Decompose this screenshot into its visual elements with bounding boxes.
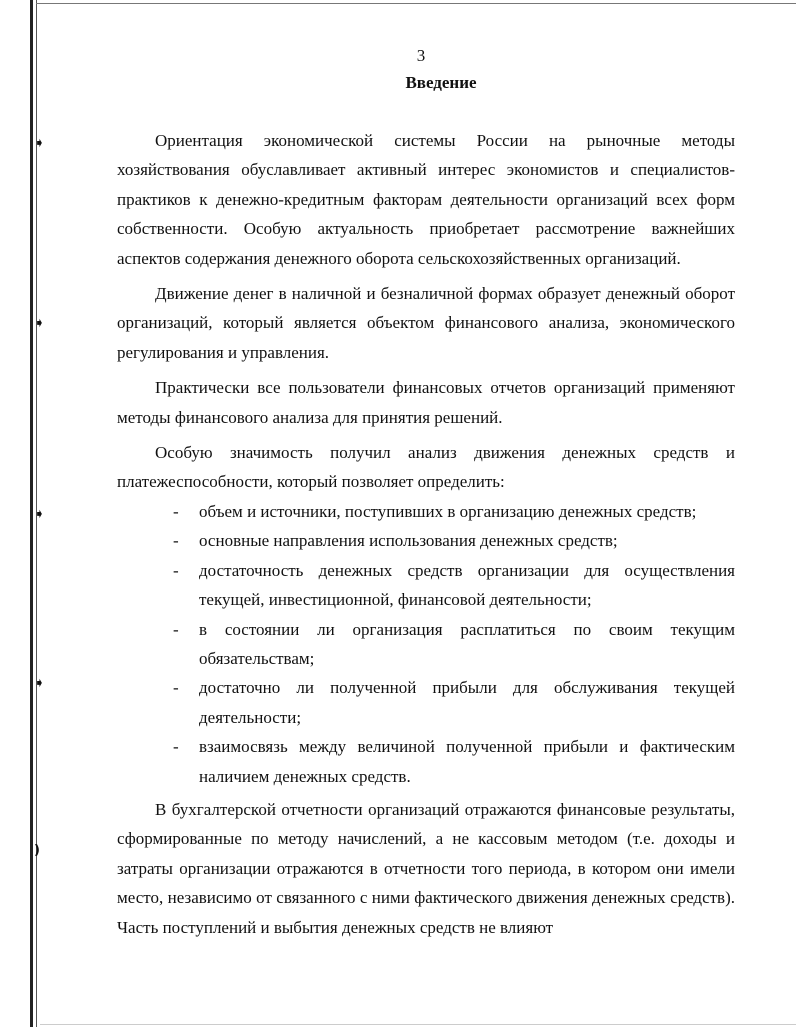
list-item (117, 497, 735, 526)
list-item (117, 615, 735, 674)
binding-arrow-icon: ➧ (34, 136, 45, 151)
binding-mark: ) (34, 843, 40, 858)
list-marker: - (173, 737, 179, 757)
paragraph: В бухгалтерской отчетности организаций отражаются финансовые результаты, сформированные по методу начислений, а не кассовым методом (т.е. доходы и затраты организации отражаются в отчетности того периода, в котором они имели место, независимо от связанного с ними фактического движения денежных средств). Часть поступлений и выбытия денежных средств не влияют (117, 799, 735, 937)
binding-arrow-icon: ➧ (34, 507, 45, 522)
list-item (117, 673, 735, 732)
list-item-text: объем и источники, поступивших в организацию денежных средств; (199, 501, 697, 521)
list-item (117, 526, 735, 555)
list-item-text: достаточно ли полученной прибыли для обслуживания текущей деятельности; (199, 678, 735, 727)
list-item-text: основные направления использования денежных средств; (199, 531, 618, 551)
binding-arrow-icon: ➧ (34, 676, 45, 691)
criteria-list (117, 497, 735, 791)
page-border-left (30, 0, 33, 1027)
list-marker: - (173, 501, 179, 521)
list-item (117, 732, 735, 791)
paragraph: Движение денег в наличной и безналичной формах образует денежный оборот организаций, который является объектом финансового анализа, экономического регулирования и управления. (117, 284, 735, 362)
list-marker: - (173, 619, 179, 639)
paragraph: Ориентация экономической системы России на рыночные методы хозяйствования обуславливает активный интерес экономистов и специалистов-практиков к денежно-кредитным факторам деятельности организаций всех форм собственности. Особую актуальность приобретает рассмотрение важнейших аспектов содержания денежного оборота сельскохозяйственных организаций. (117, 131, 735, 268)
list-item-text: достаточность денежных средств организации для осуществления текущей, инвестиционной, финансовой деятельности; (199, 560, 735, 610)
list-marker: - (173, 678, 179, 698)
paragraph: Практически все пользователи финансовых отчетов организаций применяют методы финансового анализа для принятия решений. (117, 378, 735, 427)
page-border-top (36, 3, 796, 4)
list-item-text: в состоянии ли организация расплатиться по своим текущим обязательствам; (199, 619, 735, 668)
page-border-bottom (40, 1024, 796, 1025)
list-marker: - (173, 531, 179, 551)
list-item (117, 556, 735, 615)
paragraph: Особую значимость получил анализ движения денежных средств и платежеспособности, который позволяет определить: (117, 443, 735, 492)
list-marker: - (173, 560, 179, 580)
document-body (117, 126, 735, 942)
page-title: Введение (405, 73, 477, 92)
list-item-text: взаимосвязь между величиной полученной прибыли и фактическим наличием денежных средств. (199, 737, 735, 786)
page-number: 3 (416, 46, 426, 65)
binding-arrow-icon: ➧ (34, 316, 45, 331)
